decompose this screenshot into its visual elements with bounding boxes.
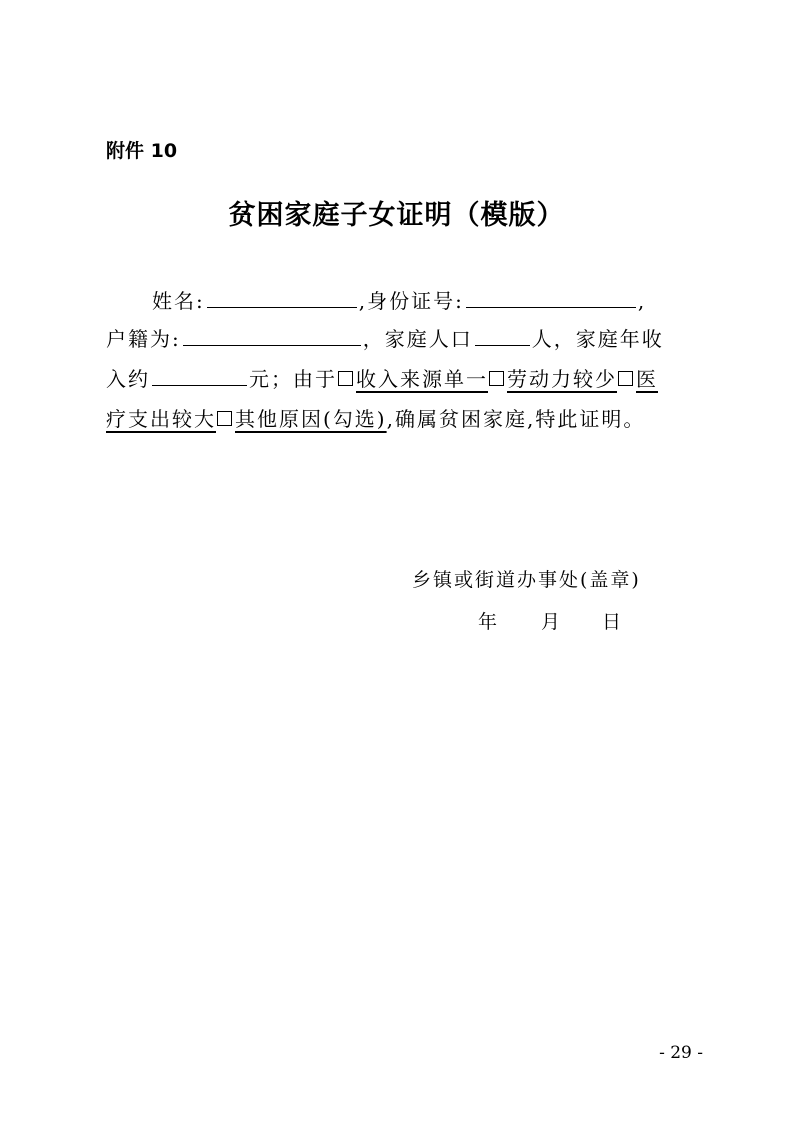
form-line-2 bbox=[106, 323, 664, 352]
office-seal-line: 乡镇或街道办事处(盖章) bbox=[412, 569, 641, 591]
name-label: 姓名: bbox=[152, 289, 205, 313]
reason-single-income-checkbox[interactable] bbox=[338, 371, 353, 386]
family-income-label: 人，家庭年收 bbox=[531, 327, 664, 351]
id-label: ,身份证号: bbox=[358, 289, 464, 313]
page-number: - 29 - bbox=[659, 1043, 703, 1063]
reason-other-checkbox[interactable] bbox=[217, 411, 232, 426]
line-end-comma: , bbox=[637, 289, 647, 313]
reason-list-part-2 bbox=[106, 407, 387, 431]
page-title: 贫困家庭子女证明（模版） bbox=[228, 200, 565, 231]
date-year: 年 bbox=[478, 611, 498, 633]
id-number-field[interactable] bbox=[466, 287, 636, 308]
date-day: 日 bbox=[602, 611, 622, 633]
household-field[interactable] bbox=[183, 325, 361, 346]
reason-medical-label-a: 医 bbox=[636, 367, 658, 391]
form-line-4 bbox=[106, 403, 645, 432]
name-field[interactable] bbox=[207, 287, 357, 308]
conclusion-text: ,确属贫困家庭,特此证明。 bbox=[386, 407, 646, 431]
form-line-1 bbox=[152, 285, 646, 314]
family-population-label: ，家庭人口 bbox=[362, 327, 473, 351]
reason-less-labor-label: 劳动力较少 bbox=[507, 367, 617, 391]
attachment-label: 附件 10 bbox=[106, 140, 178, 162]
reason-list-part-1 bbox=[337, 367, 658, 391]
household-label: 户籍为: bbox=[106, 327, 181, 351]
reason-other-label: 其他原因(勾选) bbox=[235, 407, 387, 431]
family-population-field[interactable] bbox=[475, 325, 530, 346]
reason-less-labor-checkbox[interactable] bbox=[489, 371, 504, 386]
date-month: 月 bbox=[541, 611, 561, 633]
reason-single-income-label: 收入来源单一 bbox=[356, 367, 488, 391]
income-field[interactable] bbox=[152, 365, 247, 386]
form-line-3 bbox=[106, 363, 658, 392]
reason-medical-label-b: 疗支出较大 bbox=[106, 407, 216, 431]
income-unit: 元；由于 bbox=[249, 367, 337, 391]
reason-medical-checkbox[interactable] bbox=[618, 371, 633, 386]
income-prefix: 入约 bbox=[106, 367, 150, 391]
